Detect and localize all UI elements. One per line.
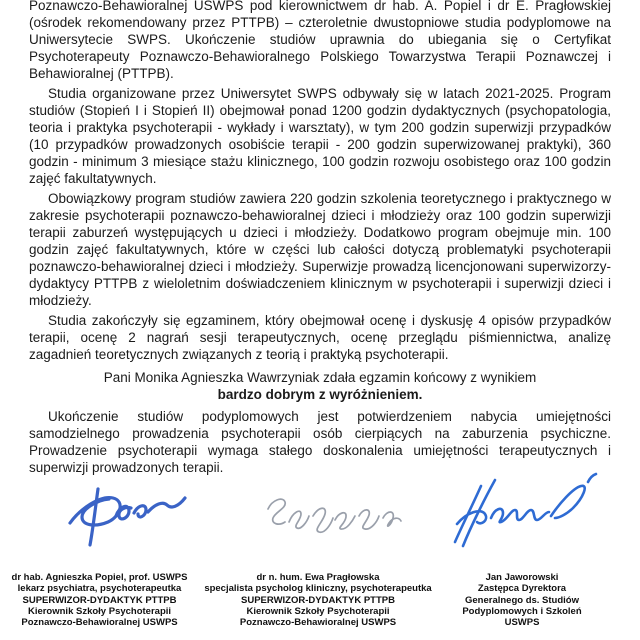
signatory-title: Kierownik Szkoły Psychoterapii [246, 605, 390, 617]
signatory-title: Poznawczo-Behawioralnej USWPS [239, 617, 397, 629]
signatory-title: Poznawczo-Behawioralnej USWPS [21, 617, 178, 629]
paragraph-continued: Poznawczo-Behawioralnej USWPS pod kierownictwem dr hab. A. Popiel i dr E. Pragłowskiej (ośrodek rekomendowany przez PTTPB) – czteroletnie dwustopniowe studia podyplomowe na Uniwersytecie SWPS. Ukończenie studiów uprawnia do ubiegania się o Certyfikat Psychoterapeuty Poznawczo-Behawioralnego Polskiego Towarzystwa Terapii Poznawczej i Behawioralnej (PTTPB). [29, 0, 611, 81]
signatory-title: specjalista psycholog kliniczny, psychoterapeutka [204, 583, 432, 595]
signatory-title: lekarz psychiatra, psychoterapeutka [17, 583, 182, 595]
exam-result-grade: bardzo dobrym z wyróżnieniem. [217, 387, 423, 402]
signatory-block-jaworowski [437, 572, 607, 628]
signature-ewa-praglowska-icon [262, 492, 404, 546]
paragraph-obligatory: Obowiązkowy program studiów zawiera 220 godzin szkolenia teoretycznego i praktycznego w zakresie psychoterapii poznawczo-behawioralnej dzieci i młodzieży oraz 100 godzin superwizji terapii zaburzeń występujących u dzieci i młodzieży. Dodatkowo program obejmuje min. 100 godzin zajęć fakultatywnych, które w części lub całości dotyczą problematyki psychoterapii poznawczo-behawioralnej dzieci i młodzieży. Superwizje prowadzą licencjonowani superwizorzy-dydaktycy PTTPB z wieloletnim doświadczeniem klinicznym w psychoterapii i superwizji dzieci i młodzieży. [29, 191, 611, 308]
signatory-title: SUPERWIZOR-DYDAKTYK PTTPB [241, 594, 395, 606]
signatory-title: Zastępca Dyrektora [477, 583, 567, 595]
signature-jan-jaworowski-icon [448, 472, 600, 552]
signatory-title: USWPS [504, 617, 540, 629]
signatory-block-praglowska [193, 572, 443, 628]
signatory-name: dr hab. Agnieszka Popiel, prof. USWPS [11, 572, 188, 583]
signature-section [0, 471, 640, 637]
signatory-title: Generalnego ds. Studiów [464, 594, 579, 606]
exam-result [29, 369, 611, 403]
signatory-name: dr n. hum. Ewa Pragłowska [256, 572, 380, 583]
signatory-name: Jan Jaworowski [485, 572, 559, 583]
signatory-title: SUPERWIZOR-DYDAKTYK PTTPB [22, 594, 177, 606]
signature-agnieszka-popiel-icon [66, 485, 190, 551]
signatory-title: Kierownik Szkoły Psychoterapii [27, 605, 172, 617]
signatory-title: Podyplomowych i Szkoleń [462, 605, 582, 617]
signatory-block-popiel [2, 572, 197, 628]
exam-result-line: Pani Monika Agnieszka Wawrzyniak zdała egzamin końcowy z wynikiem [103, 370, 537, 385]
paragraph-closing: Ukończenie studiów podyplomowych jest potwierdzeniem nabycia umiejętności samodzielnego prowadzenia psychoterapii osób cierpiących na zaburzenia psychiczne. Prowadzenie psychoterapii wymaga stałego doskonalenia umiejętności terapeutycznych i superwizji prowadzonych terapii. [29, 409, 611, 475]
paragraph-program: Studia organizowane przez Uniwersytet SWPS odbywały się w latach 2021-2025. Program studiów (Stopień I i Stopień II) obejmował ponad 1200 godzin dydaktycznych (psychopatologia, teoria i praktyka psychoterapii - wykłady i warsztaty), w tym 200 godzin superwizji przypadków (10 przypadków prowadzonych osobiście terapii - 200 godzin superwizowanej praktyki), 360 godzin - minimum 3 miesiące stażu klinicznego, 100 godzin rozwoju osobistego oraz 100 godzin zajęć fakultatywnych. [29, 86, 611, 186]
paragraph-exam: Studia zakończyły się egzaminem, który obejmował ocenę i dyskusję 4 opisów przypadków terapii, ocenę 2 nagrań sesji terapeutycznych, ocenę przeglądu piśmiennictwa, analizę zagadnień teoretycznych związanych z teorią i praktyką psychoterapii. [29, 313, 611, 362]
